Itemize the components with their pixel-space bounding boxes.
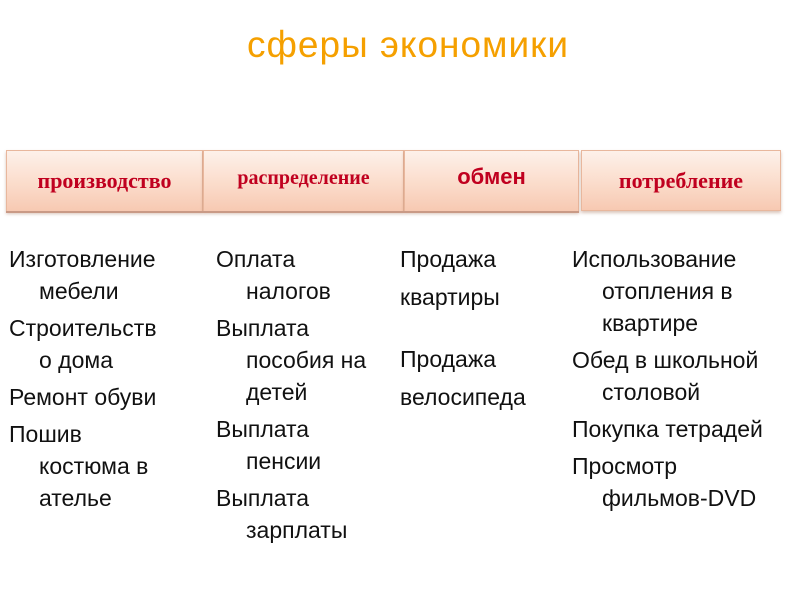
list-item: Продажа велосипеда <box>400 346 526 410</box>
header-consumption-label: потребление <box>618 167 744 193</box>
header-exchange <box>404 150 579 212</box>
header-distribution <box>203 150 404 212</box>
list-item: Покупка тетрадей <box>572 416 763 442</box>
list-item: Обед в школьной столовой <box>572 347 759 405</box>
exchange-column <box>400 243 570 413</box>
list-item: Выплата пособия на детей <box>216 315 367 405</box>
list-item: Ремонт обуви <box>9 384 157 410</box>
list-item: Выплата пенсии <box>216 416 322 474</box>
list-item: Продажа квартиры <box>400 246 500 310</box>
production-column <box>9 243 199 519</box>
distribution-column <box>216 243 396 551</box>
list-item: Оплата налогов <box>216 246 331 304</box>
header-exchange-label: обмен <box>457 164 526 189</box>
list-item: Использование отопления в квартире <box>572 246 737 336</box>
list-item: Пошив костюма в ателье <box>9 421 149 511</box>
header-divider <box>6 211 579 213</box>
header-production-label: производство <box>37 168 172 193</box>
list-item: Выплата зарплаты <box>216 485 348 543</box>
header-distribution-label: распределение <box>237 166 370 189</box>
list-item: Изготовление мебели <box>9 246 156 304</box>
header-production <box>6 150 203 212</box>
consumption-column <box>572 243 798 519</box>
list-item: Строительств о дома <box>9 315 157 373</box>
list-item: Просмотр фильмов-DVD <box>572 453 757 511</box>
header-consumption <box>581 150 781 211</box>
page-title: сферы экономики <box>246 24 569 65</box>
